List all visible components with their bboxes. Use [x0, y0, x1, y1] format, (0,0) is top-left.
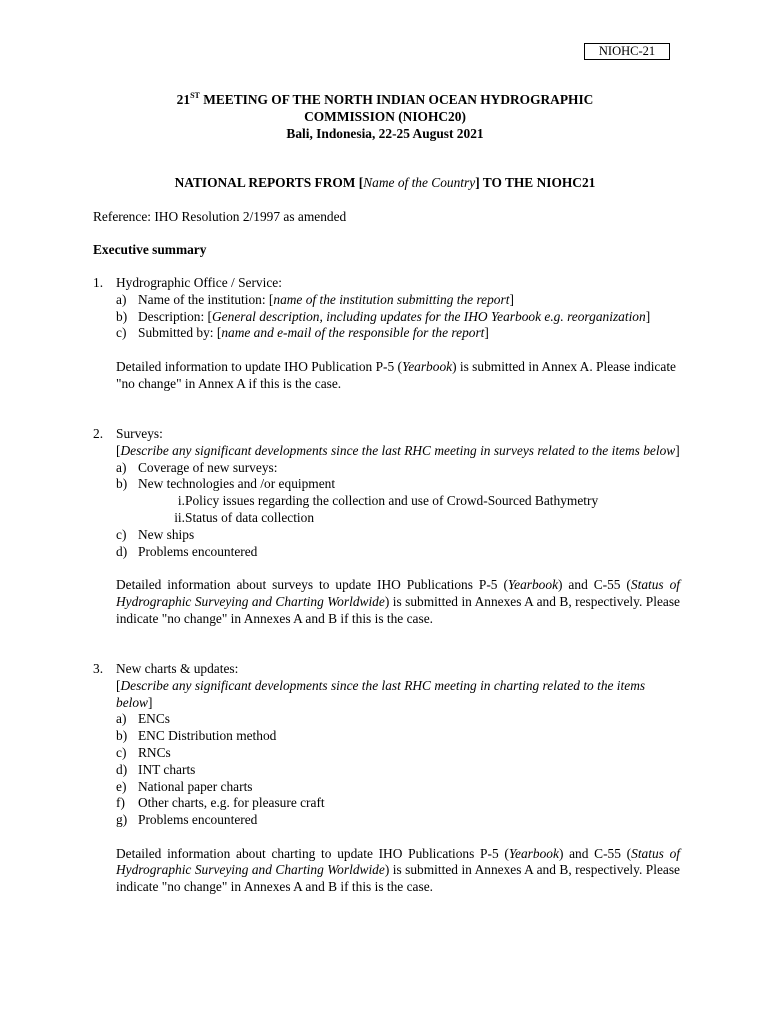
section-3-item-e — [116, 779, 680, 796]
section-2-item-b-ii — [116, 510, 680, 527]
item-label: f) — [116, 795, 125, 811]
item-label: i. — [177, 493, 185, 509]
item-label: c) — [116, 744, 127, 760]
item-label: c) — [116, 526, 127, 542]
item-text: Problems encountered — [138, 543, 258, 559]
bracket-close: ] — [675, 442, 680, 458]
item-label: e) — [116, 778, 127, 794]
section-2-description — [116, 443, 680, 460]
bracket-open: [ — [116, 677, 121, 693]
section-2-item-a — [116, 460, 680, 477]
reference-line: Reference: IHO Resolution 2/1997 as amended — [93, 209, 347, 224]
paragraph-text: Detailed information to update IHO Publication P-5 ( — [116, 358, 402, 374]
section-2-item-b-i — [116, 493, 680, 510]
meeting-title-line2: COMMISSION (NIOHC20) — [304, 109, 466, 124]
section-2-item-b — [116, 476, 680, 493]
section-2-number: 2. — [93, 426, 104, 441]
executive-summary-heading: Executive summary — [93, 242, 207, 257]
description-italic: Describe any significant developments since the last RHC meeting in charting related to the items below — [116, 677, 646, 710]
item-text: Policy issues regarding the collection and use of Crowd-Sourced Bathymetry — [185, 493, 599, 509]
item-label: g) — [116, 812, 128, 828]
paragraph-text-end: ) is submitted in Annex A. Please indicate "no change" in Annex A if this is the case. — [116, 358, 676, 391]
paragraph-italic: Yearbook — [508, 845, 559, 861]
section-1-item-a — [116, 292, 680, 309]
document-code-box: NIOHC-21 — [584, 43, 670, 60]
item-label: a) — [116, 291, 127, 307]
meeting-title — [0, 91, 770, 142]
section-3-item-d — [116, 762, 680, 779]
paragraph-italic: Yearbook — [507, 576, 559, 592]
section-2 — [116, 426, 680, 627]
paragraph-text-end: ) is submitted in Annexes A and B, respectively. Please indicate "no change" in Annexes A and B if this is the case. — [116, 862, 680, 895]
item-text: RNCs — [138, 744, 171, 760]
item-text: Status of data collection — [185, 509, 315, 525]
item-text-italic: name and e-mail of the responsible for the report — [221, 325, 485, 341]
item-label: a) — [116, 711, 127, 727]
meeting-title-line1: MEETING OF THE NORTH INDIAN OCEAN HYDROGRAPHIC — [199, 92, 594, 107]
section-3 — [116, 661, 680, 896]
section-2-item-c — [116, 527, 680, 544]
item-text-close: ] — [484, 325, 489, 341]
item-text: National paper charts — [138, 778, 253, 794]
section-3-paragraph — [116, 846, 680, 896]
item-text: ENC Distribution method — [138, 728, 277, 744]
report-title-pre: NATIONAL REPORTS FROM [ — [174, 175, 364, 190]
item-text: Other charts, e.g. for pleasure craft — [138, 795, 325, 811]
item-text: New ships — [138, 526, 195, 542]
item-label: d) — [116, 761, 128, 777]
bracket-open: [ — [116, 442, 121, 458]
section-3-item-b — [116, 728, 680, 745]
section-1-item-b — [116, 309, 680, 326]
report-title — [0, 175, 770, 191]
item-text: Problems encountered — [138, 812, 258, 828]
item-text: New technologies and /or equipment — [138, 476, 336, 492]
section-2-item-d — [116, 544, 680, 561]
item-text: INT charts — [138, 761, 196, 777]
item-text-close: ] — [509, 291, 514, 307]
section-2-heading: Surveys: — [116, 426, 163, 441]
item-label: b) — [116, 728, 128, 744]
section-1-paragraph — [116, 359, 676, 393]
item-label: a) — [116, 459, 127, 475]
paragraph-text-mid: ) and C-55 ( — [558, 576, 631, 592]
meeting-location-date: Bali, Indonesia, 22-25 August 2021 — [286, 126, 484, 141]
paragraph-text-end: ) is submitted in Annexes A and B, respectively. Please indicate "no change" in Annexes A and B if this is the case. — [116, 593, 680, 626]
item-label: ii. — [174, 509, 185, 525]
meeting-ordinal: 21 — [176, 92, 191, 107]
section-3-item-g — [116, 812, 680, 829]
item-text: Coverage of new surveys: — [138, 459, 278, 475]
item-text: ENCs — [138, 711, 170, 727]
paragraph-italic-2: Status of Hydrographic Surveying and Charting Worldwide — [116, 845, 680, 878]
section-3-number: 3. — [93, 661, 104, 676]
section-3-item-f — [116, 795, 680, 812]
item-text-italic: General description, including updates for the IHO Yearbook e.g. reorganization — [212, 308, 646, 324]
item-text: Name of the institution: [ — [138, 291, 274, 307]
paragraph-italic-2: Status of Hydrographic Surveying and Charting Worldwide — [116, 576, 681, 609]
section-1-item-c — [116, 325, 680, 342]
section-1 — [116, 275, 680, 392]
item-label: b) — [116, 308, 128, 324]
meeting-ordinal-suffix: ST — [190, 91, 200, 100]
report-title-country: Name of the Country — [363, 175, 476, 190]
paragraph-italic: Yearbook — [401, 358, 453, 374]
section-3-heading: New charts & updates: — [116, 661, 239, 676]
paragraph-text-mid: ) and C-55 ( — [558, 845, 632, 861]
section-1-heading: Hydrographic Office / Service: — [116, 275, 282, 290]
item-text-italic: name of the institution submitting the report — [273, 291, 510, 307]
section-3-item-a — [116, 711, 680, 728]
section-3-item-c — [116, 745, 680, 762]
description-italic: Describe any significant developments since the last RHC meeting in surveys related to the items below — [120, 442, 676, 458]
item-text: Submitted by: [ — [138, 325, 222, 341]
item-label: c) — [116, 325, 127, 341]
bracket-close: ] — [148, 694, 153, 710]
item-label: d) — [116, 543, 128, 559]
item-text: Description: [ — [138, 308, 213, 324]
section-2-paragraph — [116, 577, 680, 627]
section-3-description — [116, 678, 680, 712]
item-label: b) — [116, 476, 128, 492]
report-title-post: ] TO THE NIOHC21 — [475, 175, 596, 190]
section-1-number: 1. — [93, 275, 104, 290]
paragraph-text: Detailed information about surveys to update IHO Publications P-5 ( — [116, 576, 508, 592]
item-text-close: ] — [645, 308, 651, 324]
paragraph-text: Detailed information about charting to update IHO Publications P-5 ( — [116, 845, 509, 861]
